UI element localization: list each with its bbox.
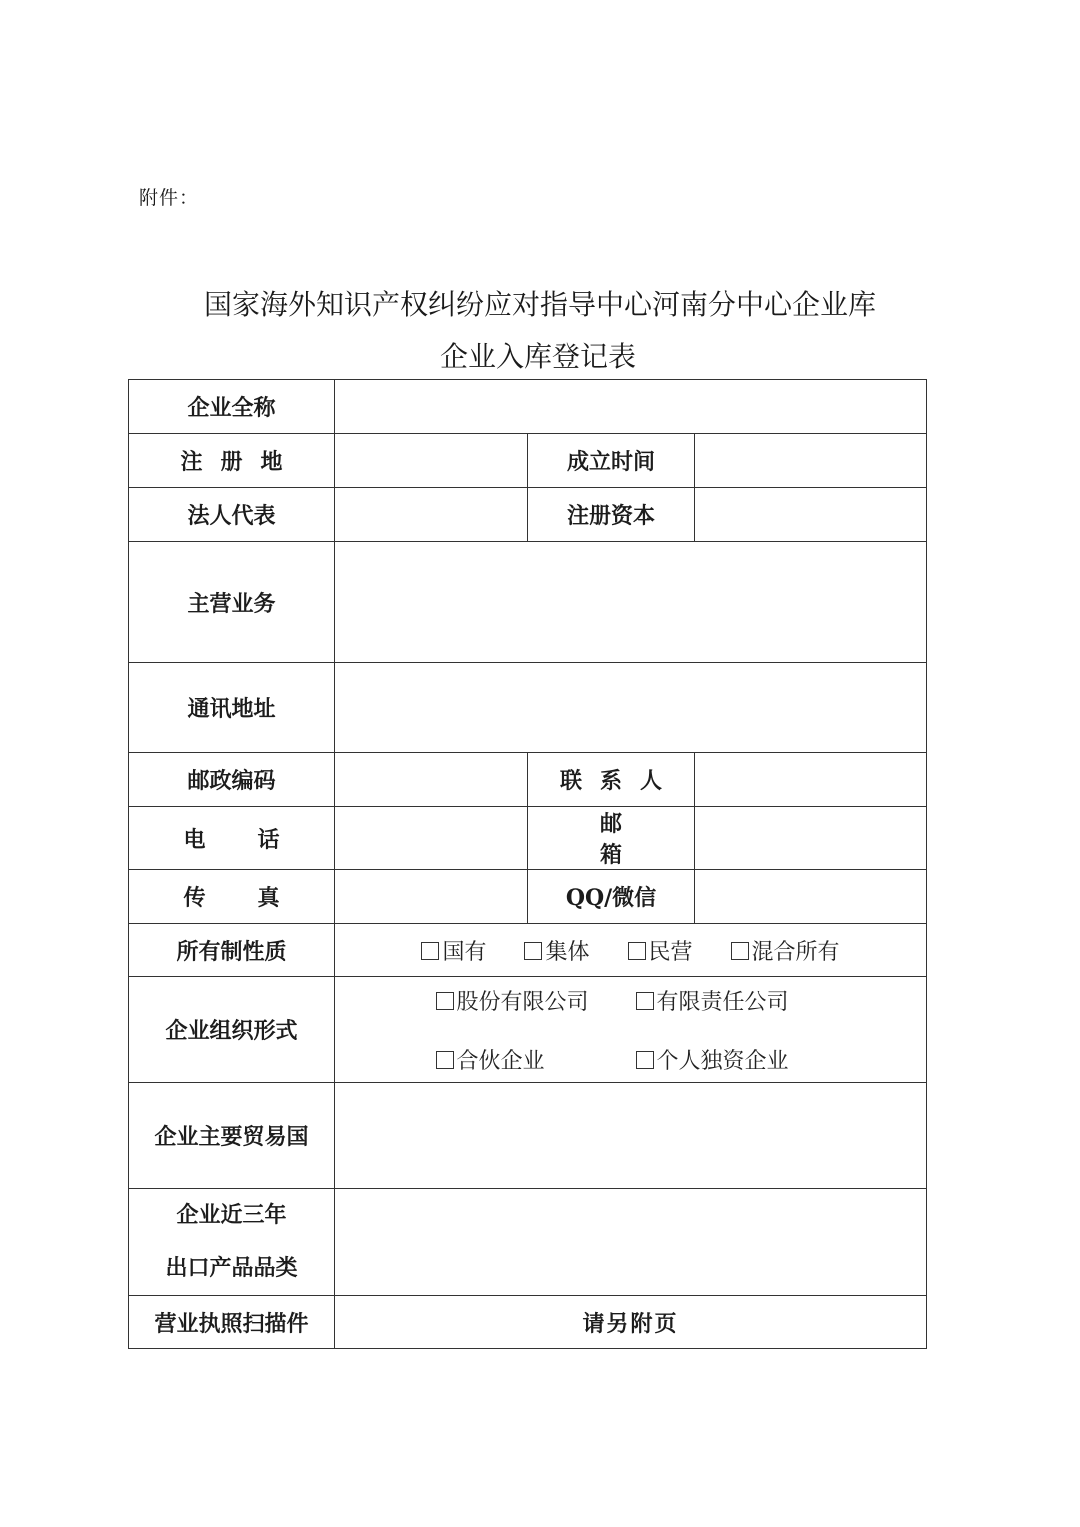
registered-place-label: 注册地 [129,434,335,488]
qq-wechat-label: QQ/微信 [528,870,695,924]
checkbox-icon [731,942,749,960]
form-title-line1: 国家海外知识产权纠纷应对指导中心河南分中心企业库 [203,288,876,321]
export-categories-field[interactable] [335,1189,927,1296]
row-phone [129,807,927,870]
export-categories-label [129,1189,335,1296]
ownership-option-mixed[interactable]: 混合所有 [731,935,840,966]
company-name-label: 企业全称 [129,380,335,434]
phone-label: 电话 [129,807,335,870]
row-export-categories [129,1189,927,1296]
row-ownership [129,924,927,977]
checkbox-icon [436,1051,454,1069]
org-form-options [335,977,927,1083]
checkbox-icon [436,992,454,1010]
org-form-option-sole-proprietorship[interactable]: 个人独资企业 [636,1044,826,1075]
row-registered-place [129,434,927,488]
org-form-option-partnership[interactable]: 合伙企业 [436,1044,636,1075]
contact-person-field[interactable] [695,753,927,807]
contact-person-label: 联系人 [528,753,695,807]
trade-countries-field[interactable] [335,1083,927,1189]
license-scan-label: 营业执照扫描件 [129,1296,335,1349]
ownership-option-collective[interactable]: 集体 [524,935,589,966]
row-main-business [129,542,927,663]
row-trade-countries [129,1083,927,1189]
row-company-name [129,380,927,434]
main-business-label: 主营业务 [129,542,335,663]
legal-rep-field[interactable] [335,488,528,542]
checkbox-icon [628,942,646,960]
checkbox-icon [421,942,439,960]
qq-wechat-field[interactable] [695,870,927,924]
org-form-label: 企业组织形式 [129,977,335,1083]
registration-form-table [128,379,927,1349]
ownership-label: 所有制性质 [129,924,335,977]
company-name-field[interactable] [335,380,927,434]
row-legal-rep [129,488,927,542]
org-form-option-joint-stock[interactable]: 股份有限公司 [436,985,636,1016]
license-scan-note: 请另附页 [335,1296,927,1349]
form-title-line2: 企业入库登记表 [439,340,636,373]
checkbox-icon [524,942,542,960]
attachment-label: 附件： [139,187,200,209]
ownership-option-state[interactable]: 国有 [421,935,486,966]
row-postal-code [129,753,927,807]
email-label: 邮箱 [528,807,695,870]
postal-code-field[interactable] [335,753,528,807]
export-categories-label-line2: 出口产品品类 [165,1255,298,1281]
established-time-label: 成立时间 [528,434,695,488]
registered-place-field[interactable] [335,434,528,488]
export-categories-label-line1: 企业近三年 [176,1202,287,1228]
postal-code-label: 邮政编码 [129,753,335,807]
mailing-address-field[interactable] [335,663,927,753]
checkbox-icon [636,992,654,1010]
row-mailing-address [129,663,927,753]
legal-rep-label: 法人代表 [129,488,335,542]
established-time-field[interactable] [695,434,927,488]
fax-field[interactable] [335,870,528,924]
trade-countries-label: 企业主要贸易国 [129,1083,335,1189]
org-form-option-limited-liability[interactable]: 有限责任公司 [636,985,826,1016]
registered-capital-label: 注册资本 [528,488,695,542]
phone-field[interactable] [335,807,528,870]
row-fax [129,870,927,924]
fax-label: 传真 [129,870,335,924]
ownership-options [335,924,927,977]
main-business-field[interactable] [335,542,927,663]
checkbox-icon [636,1051,654,1069]
ownership-option-private[interactable]: 民营 [628,935,693,966]
row-org-form [129,977,927,1083]
email-field[interactable] [695,807,927,870]
registered-capital-field[interactable] [695,488,927,542]
row-license-scan [129,1296,927,1349]
mailing-address-label: 通讯地址 [129,663,335,753]
